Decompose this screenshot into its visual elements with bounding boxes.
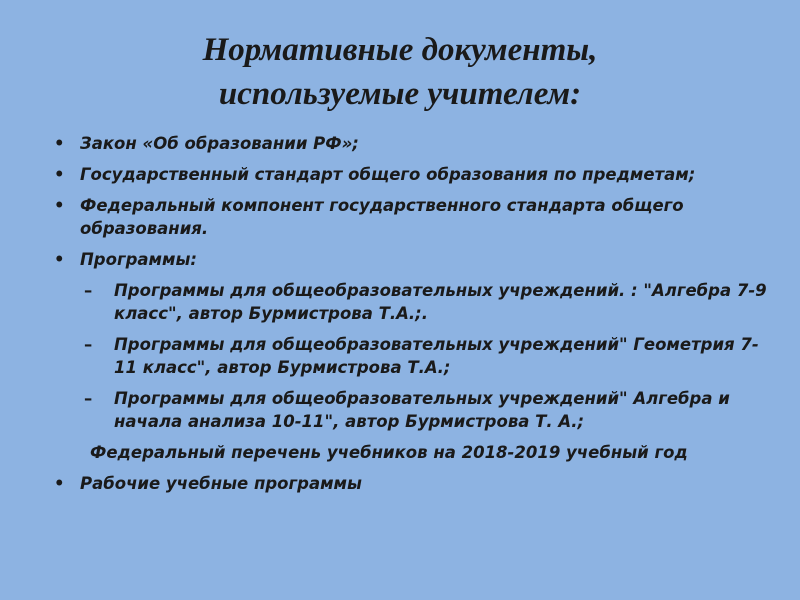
slide-content [54, 132, 774, 503]
sub-list-item [54, 333, 774, 379]
list-item-text: Программы: [80, 250, 198, 269]
list-item [54, 248, 774, 271]
list-item-text: Рабочие учебные программы [80, 474, 362, 493]
bullet-icon: • [54, 474, 65, 493]
list-item-text: Федеральный компонент государственного стандарта общего образования. [80, 196, 684, 238]
title-line-2: используемые учителем: [218, 76, 582, 112]
bullet-icon: • [54, 250, 65, 269]
list-item-text: Государственный стандарт общего образования по предметам; [80, 165, 696, 184]
sub-list-item [54, 387, 774, 433]
list-item [54, 194, 774, 240]
sub-list-item-text: Программы для общеобразовательных учреждений. : "Алгебра 7-9 класс", автор Бурмистрова Т.А.;. [114, 281, 767, 323]
sub-list-item-text: Программы для общеобразовательных учреждений" Геометрия 7-11 класс", автор Бурмистрова Т.А.; [114, 335, 759, 377]
dash-icon: – [84, 335, 93, 354]
bullet-icon: • [54, 196, 65, 215]
list-item [54, 472, 774, 495]
dash-icon: – [84, 389, 93, 408]
dash-icon: – [84, 281, 93, 300]
bullet-icon: • [54, 134, 65, 153]
list-item [54, 132, 774, 155]
list-item [54, 163, 774, 186]
list-item-text: Закон «Об образовании РФ»; [80, 134, 359, 153]
sub-list-item-text: Программы для общеобразовательных учреждений" Алгебра и начала анализа 10-11", автор Бурмистрова Т. А.; [114, 389, 730, 431]
slide-title [60, 28, 740, 116]
title-line-1: Нормативные документы, [202, 32, 598, 68]
sub-list-item [54, 279, 774, 325]
textbook-list-line: Федеральный перечень учебников на 2018-2019 учебный год [90, 443, 688, 462]
bullet-icon: • [54, 165, 65, 184]
